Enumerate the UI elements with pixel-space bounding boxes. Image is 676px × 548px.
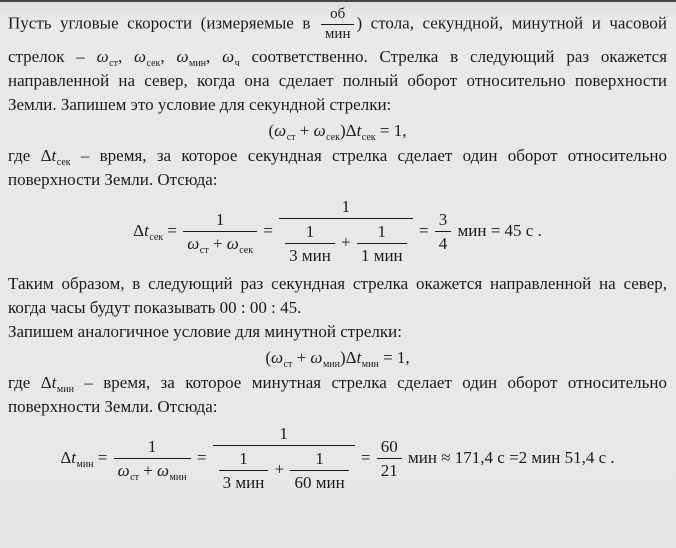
math-text: = xyxy=(163,220,182,240)
math-text: 1 xyxy=(305,222,315,241)
math-text: + xyxy=(292,347,311,367)
math-variable: ω xyxy=(222,46,235,66)
math-subscript: ст xyxy=(130,472,139,484)
math-text: + xyxy=(295,120,314,140)
math-text: соответственно. Стрелка в следующий раз окажется направленной на север, когда она сделает полный оборот относительно поверхности Земли. Запишем это условие для секундной стрелки: xyxy=(8,46,668,114)
math-variable: t xyxy=(51,372,57,392)
math-text: 1 xyxy=(215,209,225,229)
math-text: Таким образом, в следующий раз секундная стрелка окажется направленной на север, когда часы будут показывать 00 : 00 : 45. xyxy=(8,273,667,317)
math-text: = 1, xyxy=(378,347,410,367)
math-text: об xyxy=(330,6,346,22)
math-text: 60 xyxy=(380,436,398,456)
math-subscript: мин xyxy=(188,57,207,69)
math-subscript: ст xyxy=(199,245,209,257)
math-text: , xyxy=(117,46,135,66)
fraction xyxy=(213,423,355,495)
fraction-denominator xyxy=(321,25,355,43)
math-text: ( xyxy=(265,347,271,367)
math-variable: ω xyxy=(310,347,323,367)
formula-minutes-condition xyxy=(8,347,667,368)
fraction-numerator xyxy=(357,221,407,244)
math-text: )Δ xyxy=(339,347,357,367)
math-text: мин ≈ 171,4 с =2 мин 51,4 с . xyxy=(403,447,615,467)
math-text: – время, за которое минутная стрелка сделает один оборот относительно поверхности Земли. Отсюда: xyxy=(8,372,667,416)
math-variable: ω xyxy=(226,234,239,254)
math-variable: ω xyxy=(271,347,284,367)
math-subscript: ст xyxy=(109,57,118,69)
math-variable: ω xyxy=(134,46,147,66)
math-text: + xyxy=(336,232,355,252)
fraction-denominator xyxy=(290,471,348,493)
fraction xyxy=(114,436,191,482)
math-text: Δ xyxy=(60,447,72,467)
math-text: = xyxy=(93,447,112,467)
math-text: мин = 45 с . xyxy=(453,220,542,240)
math-text: )Δ xyxy=(339,120,357,140)
paragraph-minutes-intro xyxy=(8,320,667,344)
paragraph-seconds-result xyxy=(8,272,667,320)
math-text: Запишем аналогичное условие для минутной стрелки: xyxy=(8,321,402,341)
math-text: 1 xyxy=(239,449,248,468)
math-subscript: мин xyxy=(76,458,94,470)
formula-minutes-solution xyxy=(8,422,667,496)
fraction-denominator xyxy=(213,446,355,495)
math-subscript: ст xyxy=(286,131,296,143)
math-text: мин xyxy=(324,26,351,43)
paragraph-minutes-where xyxy=(8,371,667,419)
math-text: , xyxy=(206,46,223,66)
math-variable: t xyxy=(71,447,76,467)
fraction xyxy=(290,448,348,494)
fraction-denominator xyxy=(183,232,257,257)
math-subscript: мин xyxy=(361,358,379,370)
fraction-numerator xyxy=(435,209,452,232)
math-subscript: сек xyxy=(326,131,340,143)
math-text: ( xyxy=(268,120,275,140)
math-text: = xyxy=(356,447,375,467)
fraction-numerator xyxy=(183,209,257,232)
math-text: 4 xyxy=(438,234,448,254)
fraction-denominator xyxy=(357,244,407,266)
math-variable: ω xyxy=(176,46,189,66)
math-subscript: сек xyxy=(146,57,161,69)
fraction-numerator xyxy=(279,196,413,219)
document-body xyxy=(8,5,667,496)
math-text: , xyxy=(160,46,177,66)
math-variable: t xyxy=(356,120,362,140)
math-variable: t xyxy=(144,220,149,240)
math-text: = xyxy=(192,447,211,467)
fraction-denominator xyxy=(114,459,191,484)
paragraph-intro xyxy=(8,5,667,117)
math-subscript: ч xyxy=(234,57,240,69)
math-text: где Δ xyxy=(8,145,52,165)
math-text: ) стола, секундной, минутной и часовой стрелок – xyxy=(8,13,667,66)
fraction xyxy=(321,6,355,44)
fraction xyxy=(435,209,452,255)
math-variable: t xyxy=(356,347,362,367)
math-variable: ω xyxy=(96,46,109,66)
fraction-denominator xyxy=(219,471,269,493)
fraction-numerator xyxy=(377,436,402,459)
fraction-numerator xyxy=(114,436,191,459)
math-variable: ω xyxy=(187,234,200,254)
math-text: 1 мин xyxy=(360,246,403,266)
fraction xyxy=(183,209,257,255)
math-text: = 1, xyxy=(375,120,407,140)
math-variable: ω xyxy=(117,461,130,481)
math-text: Δ xyxy=(133,220,145,240)
math-subscript: сек xyxy=(239,245,254,257)
math-text: – время, за которое секундная стрелка сделает один оборот относительно поверхности Земли. Отсюда: xyxy=(8,145,667,189)
fraction-denominator xyxy=(435,232,452,254)
math-text: 1 xyxy=(341,196,351,216)
fraction xyxy=(279,196,413,268)
math-subscript: мин xyxy=(322,358,340,370)
math-subscript: сек xyxy=(56,156,71,168)
math-variable: t xyxy=(51,145,57,165)
math-text: + xyxy=(270,459,289,479)
math-text: 60 мин xyxy=(294,473,345,493)
math-text: 1 xyxy=(147,436,157,456)
fraction-numerator xyxy=(285,221,335,244)
math-variable: ω xyxy=(274,120,287,140)
math-text: Пусть угловые скорости (измеряемые в xyxy=(8,13,319,33)
math-subscript: мин xyxy=(169,472,187,484)
math-variable: ω xyxy=(157,461,170,481)
math-text: 3 мин xyxy=(289,246,331,266)
math-text: = xyxy=(259,220,278,240)
fraction xyxy=(377,436,402,482)
math-text: 3 мин xyxy=(222,473,265,493)
math-subscript: мин xyxy=(56,383,74,395)
fraction-numerator xyxy=(290,448,348,471)
math-text: + xyxy=(138,461,158,481)
math-text: 1 xyxy=(377,222,387,241)
math-subscript: сек xyxy=(149,231,164,243)
math-text: 1 xyxy=(315,449,324,468)
math-subscript: сек xyxy=(361,131,376,143)
fraction-denominator xyxy=(279,219,413,268)
fraction-numerator xyxy=(321,6,355,25)
paragraph-seconds-where xyxy=(8,144,667,192)
fraction-numerator xyxy=(219,448,269,471)
fraction-numerator xyxy=(213,423,355,446)
math-text: где Δ xyxy=(8,372,52,392)
math-subscript: ст xyxy=(283,358,293,370)
fraction xyxy=(357,221,407,267)
fraction xyxy=(219,448,269,494)
fraction xyxy=(285,221,335,267)
math-text: 3 xyxy=(438,209,448,229)
document-page xyxy=(0,2,676,548)
fraction-denominator xyxy=(285,244,335,266)
formula-seconds-condition xyxy=(8,120,667,141)
math-text: 1 xyxy=(279,423,288,443)
math-text: 21 xyxy=(380,461,398,481)
math-variable: ω xyxy=(313,120,326,140)
fraction-denominator xyxy=(377,459,402,481)
math-text: + xyxy=(208,234,227,254)
formula-seconds-solution xyxy=(8,195,667,269)
math-text: = xyxy=(414,220,433,240)
